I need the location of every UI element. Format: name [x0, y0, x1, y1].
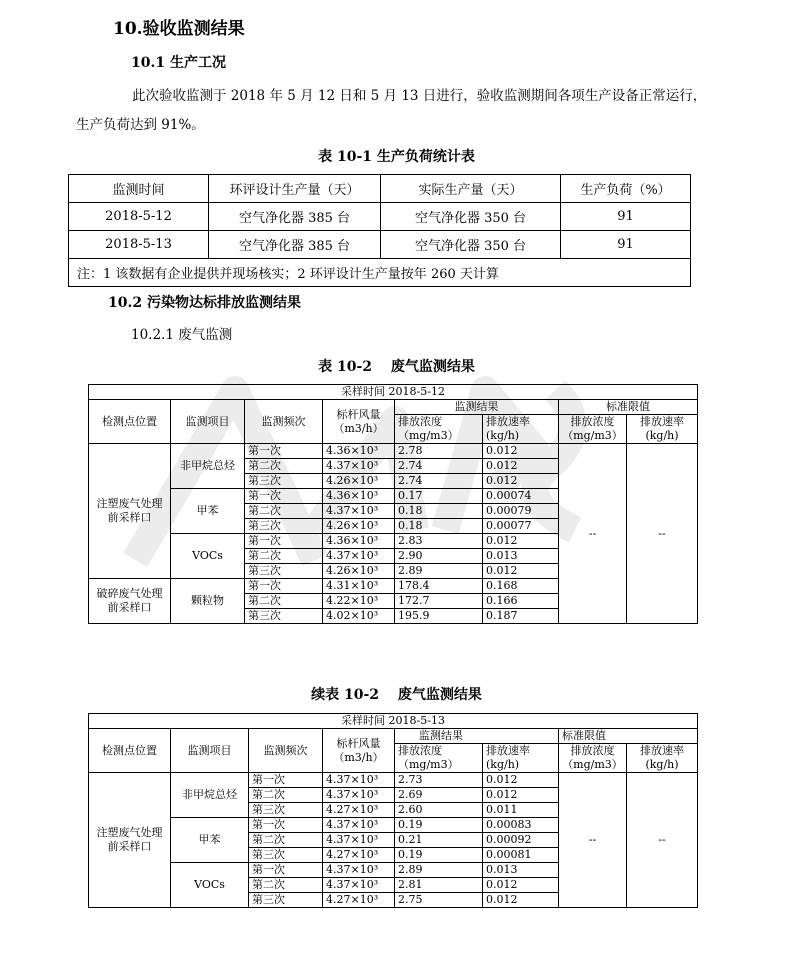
cell: 空气净化器 385 台 [209, 203, 381, 231]
sampling-time: 采样时间 2018-5-13 [89, 714, 698, 729]
rate-cell: 0.011 [483, 803, 559, 818]
header-limit: 标准限值 [559, 400, 698, 415]
section-title: 10.验收监测结果 [113, 19, 245, 39]
item-cell: VOCs [171, 534, 245, 579]
concentration-cell: 2.81 [395, 878, 483, 893]
flow-cell: 4.27×10³ [323, 848, 395, 863]
frequency-cell: 第二次 [249, 788, 323, 803]
item-cell: 非甲烷总烃 [171, 444, 245, 489]
flow-cell: 4.27×10³ [323, 803, 395, 818]
header-cell: 生产负荷（%） [561, 175, 691, 203]
table3-caption: 续表 10-2 废气监测结果 [311, 687, 482, 703]
flow-cell: 4.02×10³ [323, 609, 395, 624]
rate-cell: 0.012 [483, 878, 559, 893]
flow-cell: 4.37×10³ [323, 549, 395, 564]
header-limit-concentration: 排放浓度（mg/m3） [559, 415, 627, 444]
item-cell: 颗粒物 [171, 579, 245, 624]
frequency-cell: 第二次 [249, 833, 323, 848]
cell: 2018-5-13 [69, 231, 209, 259]
header-limit-rate: 排放速率(kg/h) [627, 415, 698, 444]
item-cell: 甲苯 [171, 818, 249, 863]
cell: 91 [561, 203, 691, 231]
item-cell: VOCs [171, 863, 249, 908]
rate-cell: 0.012 [483, 893, 559, 908]
flow-cell: 4.26×10³ [323, 474, 395, 489]
concentration-cell: 2.83 [395, 534, 483, 549]
table-row [89, 773, 698, 788]
frequency-cell: 第一次 [245, 534, 323, 549]
concentration-cell: 172.7 [395, 594, 483, 609]
header-result: 监测结果 [395, 400, 559, 415]
rate-cell: 0.187 [483, 609, 559, 624]
flow-cell: 4.26×10³ [323, 519, 395, 534]
header-limit-rate: 排放速率(kg/h) [627, 744, 698, 773]
rate-cell: 0.012 [483, 444, 559, 459]
concentration-cell: 0.18 [395, 519, 483, 534]
cell: 2018-5-12 [69, 203, 209, 231]
header-limit-concentration: 排放浓度（mg/m3） [559, 744, 627, 773]
header-limit: 标准限值 [559, 729, 698, 744]
flow-cell: 4.37×10³ [323, 504, 395, 519]
flow-cell: 4.27×10³ [323, 893, 395, 908]
header-rate: 排放速率(kg/h) [483, 415, 559, 444]
location-cell: 注塑废气处理前采样口 [89, 773, 171, 908]
concentration-cell: 2.74 [395, 459, 483, 474]
concentration-cell: 2.90 [395, 549, 483, 564]
header-flow: 标杆风量（m3/h） [323, 400, 395, 444]
frequency-cell: 第一次 [245, 489, 323, 504]
header-rate: 排放速率(kg/h) [483, 744, 559, 773]
header-location: 检测点位置 [89, 729, 171, 773]
subsection-title-exhaust: 10.2.1 废气监测 [131, 327, 233, 343]
header-concentration: 排放浓度（mg/m3） [395, 415, 483, 444]
flow-cell: 4.37×10³ [323, 863, 395, 878]
subsection-title-pollutants: 10.2 污染物达标排放监测结果 [108, 295, 301, 311]
limit-concentration-cell: -- [559, 444, 627, 624]
concentration-cell: 178.4 [395, 579, 483, 594]
concentration-cell: 195.9 [395, 609, 483, 624]
frequency-cell: 第一次 [249, 773, 323, 788]
table-row [89, 444, 698, 459]
frequency-cell: 第三次 [249, 893, 323, 908]
rate-cell: 0.168 [483, 579, 559, 594]
flow-cell: 4.37×10³ [323, 818, 395, 833]
rate-cell: 0.00077 [483, 519, 559, 534]
concentration-cell: 0.17 [395, 489, 483, 504]
table2-caption: 表 10-2 废气监测结果 [318, 359, 475, 375]
rate-cell: 0.00083 [483, 818, 559, 833]
sampling-time: 采样时间 2018-5-12 [89, 385, 698, 400]
limit-rate-cell: -- [627, 444, 698, 624]
concentration-cell: 2.78 [395, 444, 483, 459]
rate-cell: 0.012 [483, 534, 559, 549]
rate-cell: 0.00081 [483, 848, 559, 863]
rate-cell: 0.012 [483, 788, 559, 803]
frequency-cell: 第二次 [245, 504, 323, 519]
table-row [69, 231, 691, 259]
rate-cell: 0.00092 [483, 833, 559, 848]
table-note-row [69, 259, 691, 287]
rate-cell: 0.012 [483, 474, 559, 489]
frequency-cell: 第三次 [245, 474, 323, 489]
production-paragraph: 此次验收监测于 2018 年 5 月 12 日和 5 月 13 日进行，验收监测期间各项生产设备正常运行，生产负荷达到 91%。 [76, 88, 707, 133]
header-frequency: 监测频次 [245, 400, 323, 444]
header-flow: 标杆风量（m3/h） [323, 729, 395, 773]
concentration-cell: 0.19 [395, 848, 483, 863]
location-cell: 注塑废气处理前采样口 [89, 444, 171, 579]
header-cell: 环评设计生产量（天） [209, 175, 381, 203]
concentration-cell: 2.89 [395, 564, 483, 579]
concentration-cell: 2.73 [395, 773, 483, 788]
concentration-cell: 2.75 [395, 893, 483, 908]
frequency-cell: 第二次 [245, 459, 323, 474]
header-cell: 实际生产量（天） [381, 175, 561, 203]
rate-cell: 0.00074 [483, 489, 559, 504]
limit-rate-cell: -- [627, 773, 698, 908]
header-item: 监测项目 [171, 729, 249, 773]
concentration-cell: 2.74 [395, 474, 483, 489]
rate-cell: 0.166 [483, 594, 559, 609]
flow-cell: 4.26×10³ [323, 564, 395, 579]
limit-concentration-cell: -- [559, 773, 627, 908]
cell: 空气净化器 385 台 [209, 231, 381, 259]
frequency-cell: 第三次 [245, 519, 323, 534]
concentration-cell: 0.21 [395, 833, 483, 848]
exhaust-table-0513 [88, 713, 698, 908]
item-cell: 甲苯 [171, 489, 245, 534]
frequency-cell: 第一次 [249, 863, 323, 878]
rate-cell: 0.012 [483, 564, 559, 579]
frequency-cell: 第一次 [249, 818, 323, 833]
item-cell: 非甲烷总烃 [171, 773, 249, 818]
header-frequency: 监测频次 [249, 729, 323, 773]
header-result: 监测结果 [395, 729, 559, 744]
header-cell: 监测时间 [69, 175, 209, 203]
concentration-cell: 2.89 [395, 863, 483, 878]
rate-cell: 0.013 [483, 863, 559, 878]
header-location: 检测点位置 [89, 400, 171, 444]
frequency-cell: 第一次 [245, 579, 323, 594]
concentration-cell: 0.18 [395, 504, 483, 519]
rate-cell: 0.013 [483, 549, 559, 564]
header-item: 监测项目 [171, 400, 245, 444]
frequency-cell: 第二次 [249, 878, 323, 893]
rate-cell: 0.00079 [483, 504, 559, 519]
header-concentration: 排放浓度（mg/m3） [395, 744, 483, 773]
exhaust-table-0512 [88, 384, 698, 624]
table-row [69, 203, 691, 231]
table-header-row [69, 175, 691, 203]
frequency-cell: 第二次 [245, 549, 323, 564]
cell: 空气净化器 350 台 [381, 203, 561, 231]
flow-cell: 4.37×10³ [323, 833, 395, 848]
flow-cell: 4.37×10³ [323, 878, 395, 893]
flow-cell: 4.22×10³ [323, 594, 395, 609]
concentration-cell: 2.60 [395, 803, 483, 818]
frequency-cell: 第二次 [245, 594, 323, 609]
rate-cell: 0.012 [483, 459, 559, 474]
frequency-cell: 第一次 [245, 444, 323, 459]
flow-cell: 4.36×10³ [323, 534, 395, 549]
cell: 91 [561, 231, 691, 259]
location-cell: 破碎废气处理前采样口 [89, 579, 171, 624]
flow-cell: 4.37×10³ [323, 788, 395, 803]
flow-cell: 4.37×10³ [323, 773, 395, 788]
flow-cell: 4.36×10³ [323, 489, 395, 504]
frequency-cell: 第三次 [245, 609, 323, 624]
cell: 空气净化器 350 台 [381, 231, 561, 259]
table-note: 注：1 该数据有企业提供并现场核实；2 环评设计生产量按年 260 天计算 [69, 259, 691, 287]
frequency-cell: 第三次 [249, 803, 323, 818]
frequency-cell: 第三次 [245, 564, 323, 579]
frequency-cell: 第三次 [249, 848, 323, 863]
table1-caption: 表 10-1 生产负荷统计表 [318, 149, 475, 165]
production-load-table [68, 174, 691, 287]
flow-cell: 4.37×10³ [323, 459, 395, 474]
subsection-title-production: 10.1 生产工况 [131, 55, 226, 71]
rate-cell: 0.012 [483, 773, 559, 788]
concentration-cell: 0.19 [395, 818, 483, 833]
concentration-cell: 2.69 [395, 788, 483, 803]
flow-cell: 4.36×10³ [323, 444, 395, 459]
flow-cell: 4.31×10³ [323, 579, 395, 594]
